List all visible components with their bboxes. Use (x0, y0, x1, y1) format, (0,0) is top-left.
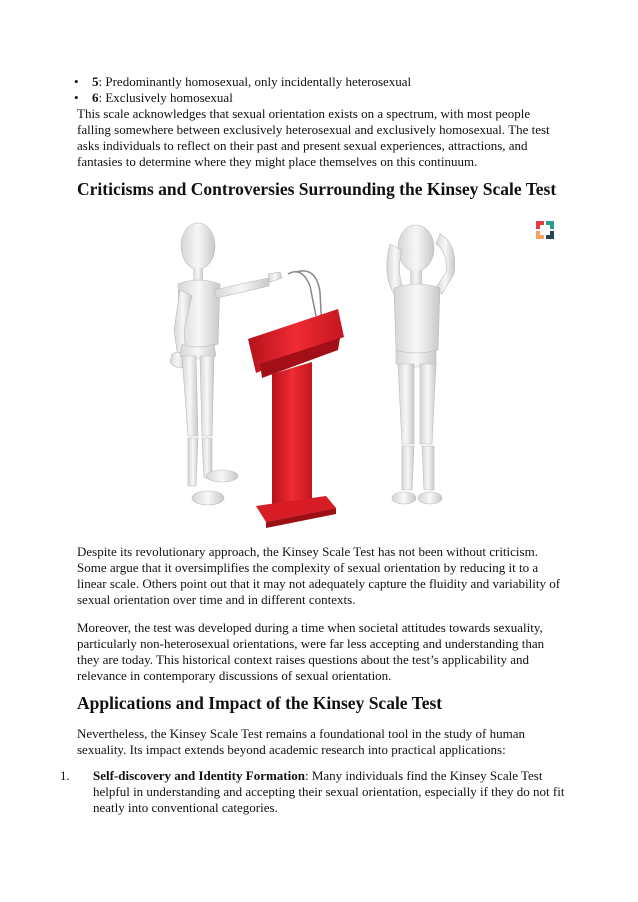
section-heading-applications: Applications and Impact of the Kinsey Scale Test (77, 693, 443, 713)
applications-paragraph: Nevertheless, the Kinsey Scale Test remains a foundational tool in the study of human sexuality. Its impact extends beyond academic research into practical applications: (77, 726, 525, 757)
bullet-text: : Exclusively homosexual (98, 90, 233, 105)
bullet-number: 6 (92, 90, 99, 105)
list-item-text: : Many individuals find the Kinsey Scale Test helpful in understanding and accepting their sexual orientation, especially if they do not fit neatly into conventional categories. (93, 768, 565, 815)
list-number: 1. (60, 768, 70, 783)
red-podium (248, 271, 344, 528)
debate-illustration (168, 214, 470, 532)
criticism-paragraph-1: Despite its revolutionary approach, the Kinsey Scale Test has not been without criticism. Some argue that it oversimplifies the complexity of sexual orientation by reducing it to a linear scale. Others point out that it may not adequately capture the fluidity and variability of sexual orientation over time and in different contexts. (77, 544, 561, 607)
right-mannequin (387, 225, 455, 504)
list-item-title: Self-discovery and Identity Formation (93, 768, 305, 783)
list-item (60, 74, 560, 90)
list-item (60, 768, 565, 816)
intro-paragraph: This scale acknowledges that sexual orientation exists on a spectrum, with most people falling somewhere between exclusively heterosexual and exclusively homosexual. The test asks individuals to reflect on their past and present sexual experiences, attractions, and fantasies to determine where they might place themselves on this continuum. (77, 106, 550, 169)
list-item (60, 90, 560, 106)
applications-list (60, 768, 565, 816)
bullet-text: : Predominantly homosexual, only incidentally heterosexual (98, 74, 412, 89)
scale-bullet-list (60, 74, 560, 106)
four-color-cross-logo-icon (534, 219, 556, 241)
criticism-paragraph-2: Moreover, the test was developed during a time when societal attitudes towards sexuality, particularly non-heterosexual orientations, were far less accepting and understanding than they are today. This historical context raises questions about the test’s applicability and relevance in contemporary discussions of sexual orientation. (77, 620, 545, 683)
bullet-number: 5 (92, 74, 99, 89)
section-heading-criticisms: Criticisms and Controversies Surrounding the Kinsey Scale Test (77, 179, 557, 199)
